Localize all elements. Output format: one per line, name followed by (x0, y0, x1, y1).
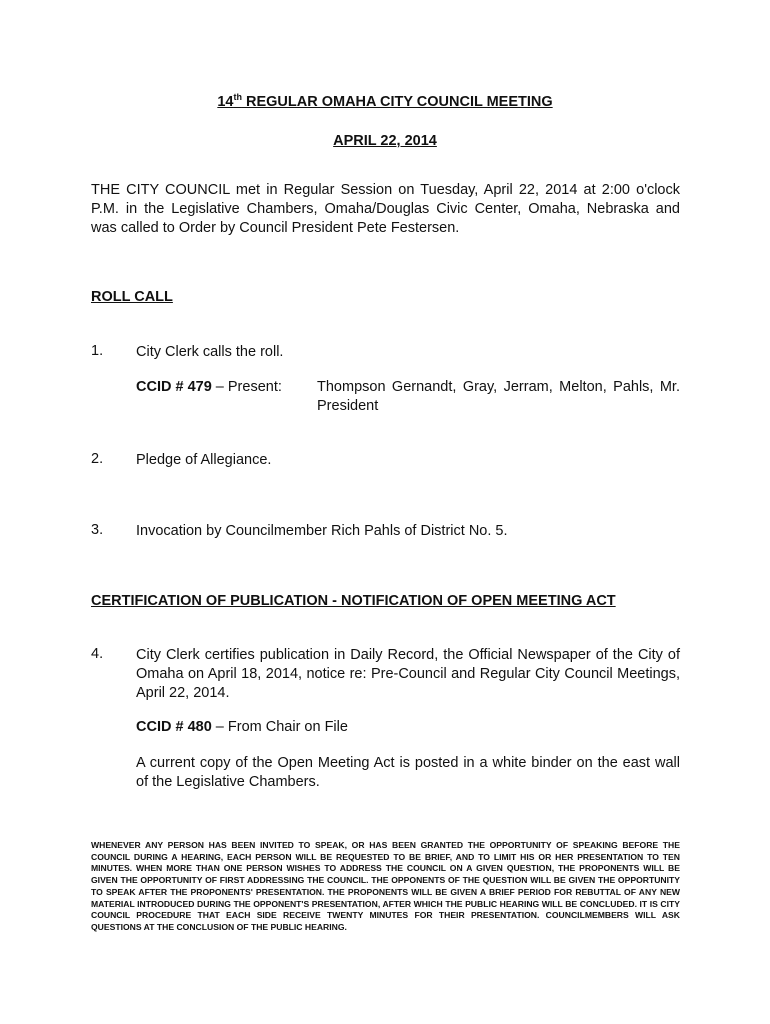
certification-heading: CERTIFICATION OF PUBLICATION - NOTIFICATION OF OPEN MEETING ACT (91, 593, 616, 609)
meeting-title (0, 92, 770, 110)
item-number-3: 3. (91, 522, 104, 538)
item-text-2: Pledge of Allegiance. (136, 452, 272, 468)
ccid-479-label: CCID # 479 (136, 379, 212, 395)
intro-paragraph: THE CITY COUNCIL met in Regular Session on Tuesday, April 22, 2014 at 2:00 o'clock P.M. in the Legislative Chambers, Omaha/Douglas Civic Center, Omaha, Nebraska and was called to Order by Council President Pete Festersen. (91, 182, 680, 236)
speaking-notice: WHENEVER ANY PERSON HAS BEEN INVITED TO SPEAK, OR HAS BEEN GRANTED THE OPPORTUNITY OF SPEAKING BEFORE THE COUNCIL DURING A HEARING, EACH PERSON WILL BE REQUESTED TO BE BRIEF, AND TO LIMIT HIS OR HER PRESENTATION TO TEN MINUTES. WHEN MORE THAN ONE PERSON WISHES TO ADDRESS THE COUNCIL ON A GIVEN QUESTION, THE PROPONENTS WILL BE GIVEN THE OPPORTUNITY OF FIRST ADDRESSING THE COUNCIL. THE OPPONENTS OF THE QUESTION WILL BE GIVEN THE OPPORTUNITY TO SPEAK AFTER THE PROPONENTS' PRESENTATION. THE PROPONENTS WILL BE GIVEN A BRIEF PERIOD FOR REBUTTAL OF ANY NEW MATERIAL INTRODUCED DURING THE OPPONENT'S PRESENTATION, AFTER WHICH THE PUBLIC HEARING WILL BE CONCLUDED. IT IS CITY COUNCIL PROCEDURE THAT EACH SIDE RECEIVE TWENTY MINUTES FOR THEIR PRESENTATION. COUNCILMEMBERS WILL ASK QUESTIONS AT THE CONCLUSION OF THE PUBLIC HEARING. (91, 840, 680, 932)
ccid-480-suffix: – From Chair on File (211, 719, 348, 735)
item-text-4: City Clerk certifies publication in Daily Record, the Official Newspaper of the City of Omaha on April 18, 2014, notice re: Pre-Council and Regular City Council Meetings, April 22, 2014. (136, 647, 680, 701)
ccid-479-line (136, 378, 316, 397)
title-text: REGULAR OMAHA CITY COUNCIL MEETING (241, 93, 553, 110)
roll-call-heading: ROLL CALL (91, 289, 173, 305)
present-members: Thompson Gernandt, Gray, Jerram, Melton, Pahls, Mr. President (317, 379, 680, 414)
title-superscript: th (233, 92, 242, 102)
item-number-2: 2. (91, 451, 104, 467)
ccid-480-line (136, 718, 680, 737)
open-meeting-note: A current copy of the Open Meeting Act is posted in a white binder on the east wall of the Legislative Chambers. (136, 755, 680, 790)
ccid-479-suffix: – Present: (211, 379, 282, 395)
meeting-date: APRIL 22, 2014 (333, 133, 437, 149)
title-ordinal: 14 (217, 93, 234, 110)
item-number-4: 4. (91, 646, 104, 662)
item-text-1: City Clerk calls the roll. (136, 344, 284, 360)
item-number-1: 1. (91, 343, 104, 359)
item-text-3: Invocation by Councilmember Rich Pahls of District No. 5. (136, 523, 508, 539)
ccid-480-label: CCID # 480 (136, 719, 212, 735)
